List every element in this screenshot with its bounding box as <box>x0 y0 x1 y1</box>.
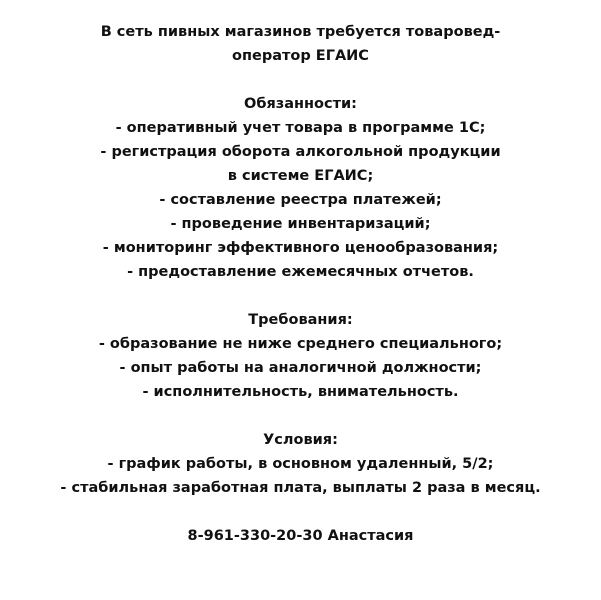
requirements-section <box>0 308 601 404</box>
job-title-line: В сеть пивных магазинов требуется товаровед- <box>100 24 501 40</box>
duties-section <box>0 92 601 284</box>
duty-item: - проведение инвентаризаций; <box>170 216 431 232</box>
duty-item: - оперативный учет товара в программе 1С; <box>115 120 486 136</box>
conditions-section <box>0 428 601 500</box>
requirement-item: - исполнительность, внимательность. <box>142 384 459 400</box>
requirement-item: - опыт работы на аналогичной должности; <box>119 360 482 376</box>
conditions-heading: Условия: <box>263 432 338 448</box>
spacer <box>0 68 601 92</box>
duty-item: - регистрация оборота алкогольной продукции <box>100 144 501 160</box>
spacer <box>0 284 601 308</box>
condition-item: - стабильная заработная плата, выплаты 2 раза в месяц. <box>60 480 541 496</box>
duty-item: - предоставление ежемесячных отчетов. <box>127 264 474 280</box>
contact-line: 8-961-330-20-30 Анастасия <box>187 528 414 544</box>
duty-item: - составление реестра платежей; <box>159 192 442 208</box>
job-title-line: оператор ЕГАИС <box>232 48 369 64</box>
requirements-heading: Требования: <box>248 312 353 328</box>
condition-item: - график работы, в основном удаленный, 5/2; <box>107 456 494 472</box>
job-title <box>0 20 601 68</box>
duties-heading: Обязанности: <box>244 96 357 112</box>
duty-item: - мониторинг эффективного ценообразования; <box>102 240 499 256</box>
spacer <box>0 404 601 428</box>
requirement-item: - образование не ниже среднего специального; <box>98 336 503 352</box>
spacer <box>0 500 601 524</box>
duty-item: в системе ЕГАИС; <box>227 168 374 184</box>
